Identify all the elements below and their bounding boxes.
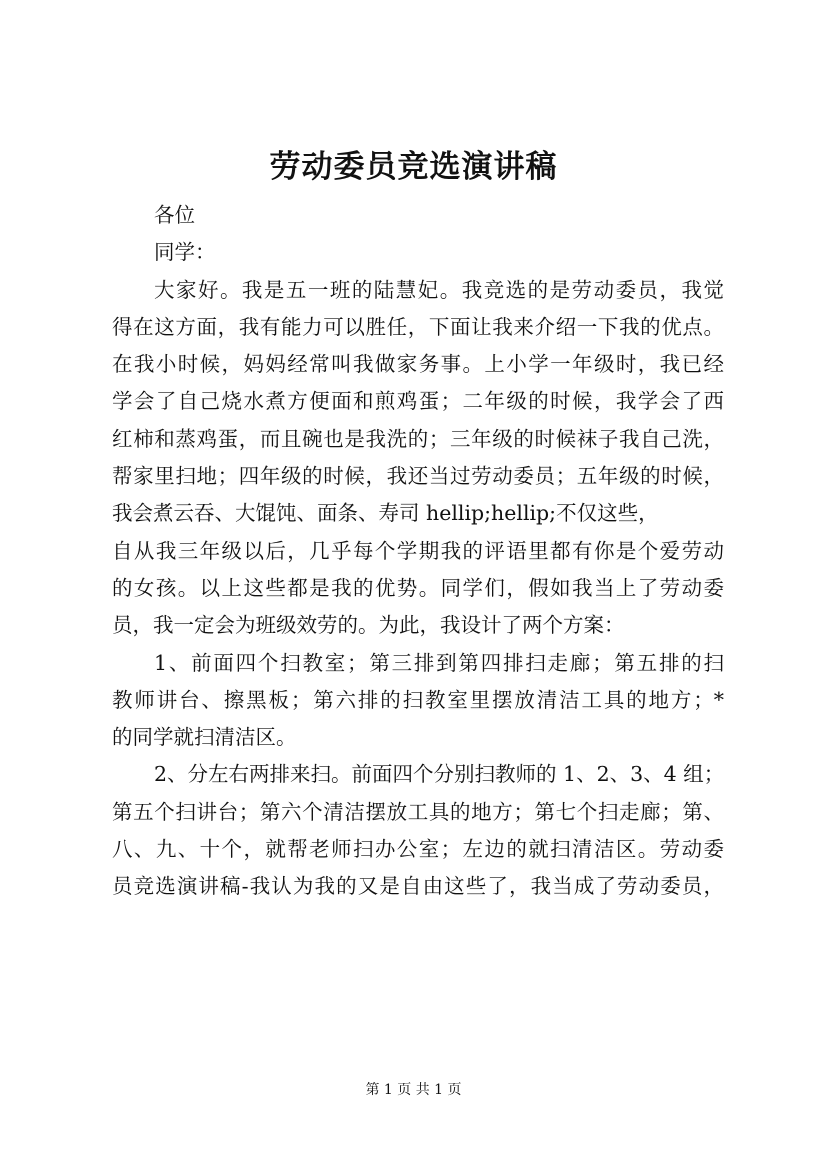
body-line: 得在这方面，我有能力可以胜任，下面让我来介绍一下我的优点。 xyxy=(112,314,724,339)
body-line: 教师讲台、擦黑板；第六排的扫教室里摆放清洁工具的地方；* xyxy=(112,687,724,712)
body-line: 员，我一定会为班级效劳的。为此，我设计了两个方案： xyxy=(112,613,625,638)
body-line: 八、九、十个，就帮老师扫办公室；左边的就扫清洁区。劳动委 xyxy=(112,837,724,862)
body-line: 红柿和蒸鸡蛋，而且碗也是我洗的；三年级的时候袜子我自己洗， xyxy=(112,426,724,451)
body-line: 第五个扫讲台；第六个清洁摆放工具的地方；第七个扫走廊；第、 xyxy=(112,799,724,824)
document-body xyxy=(112,197,724,906)
page-footer: 第 1 页 共 1 页 xyxy=(365,1082,462,1098)
body-line: 在我小时候，妈妈经常叫我做家务事。上小学一年级时，我已经 xyxy=(112,352,724,377)
body-line: 的女孩。以上这些都是我的优势。同学们，假如我当上了劳动委 xyxy=(112,575,724,600)
body-line: 1、前面四个扫教室；第三排到第四排扫走廊；第五排的扫 xyxy=(154,650,724,675)
body-line: 大家好。我是五一班的陆慧妃。我竞选的是劳动委员，我觉 xyxy=(154,277,724,302)
body-line: 员竞选演讲稿-我认为我的又是自由这些了，我当成了劳动委员， xyxy=(112,874,724,899)
body-line: 各位 xyxy=(154,203,195,227)
body-line: 同学： xyxy=(154,240,216,265)
body-line: 我会煮云吞、大馄饨、面条、寿司 hellip;hellip;不仅这些， xyxy=(112,501,659,526)
body-line: 2、分左右两排来扫。前面四个分别扫教师的 1、2、3、4 组； xyxy=(154,762,724,787)
body-line: 帮家里扫地；四年级的时候，我还当过劳动委员；五年级的时候， xyxy=(112,464,724,489)
document-title: 劳动委员竞选演讲稿 xyxy=(269,149,558,185)
body-line: 自从我三年级以后，几乎每个学期我的评语里都有你是个爱劳动 xyxy=(112,538,724,563)
body-line: 学会了自己烧水煮方便面和煎鸡蛋；二年级的时候，我学会了西 xyxy=(112,389,724,414)
body-line: 的同学就扫清洁区。 xyxy=(112,725,297,750)
